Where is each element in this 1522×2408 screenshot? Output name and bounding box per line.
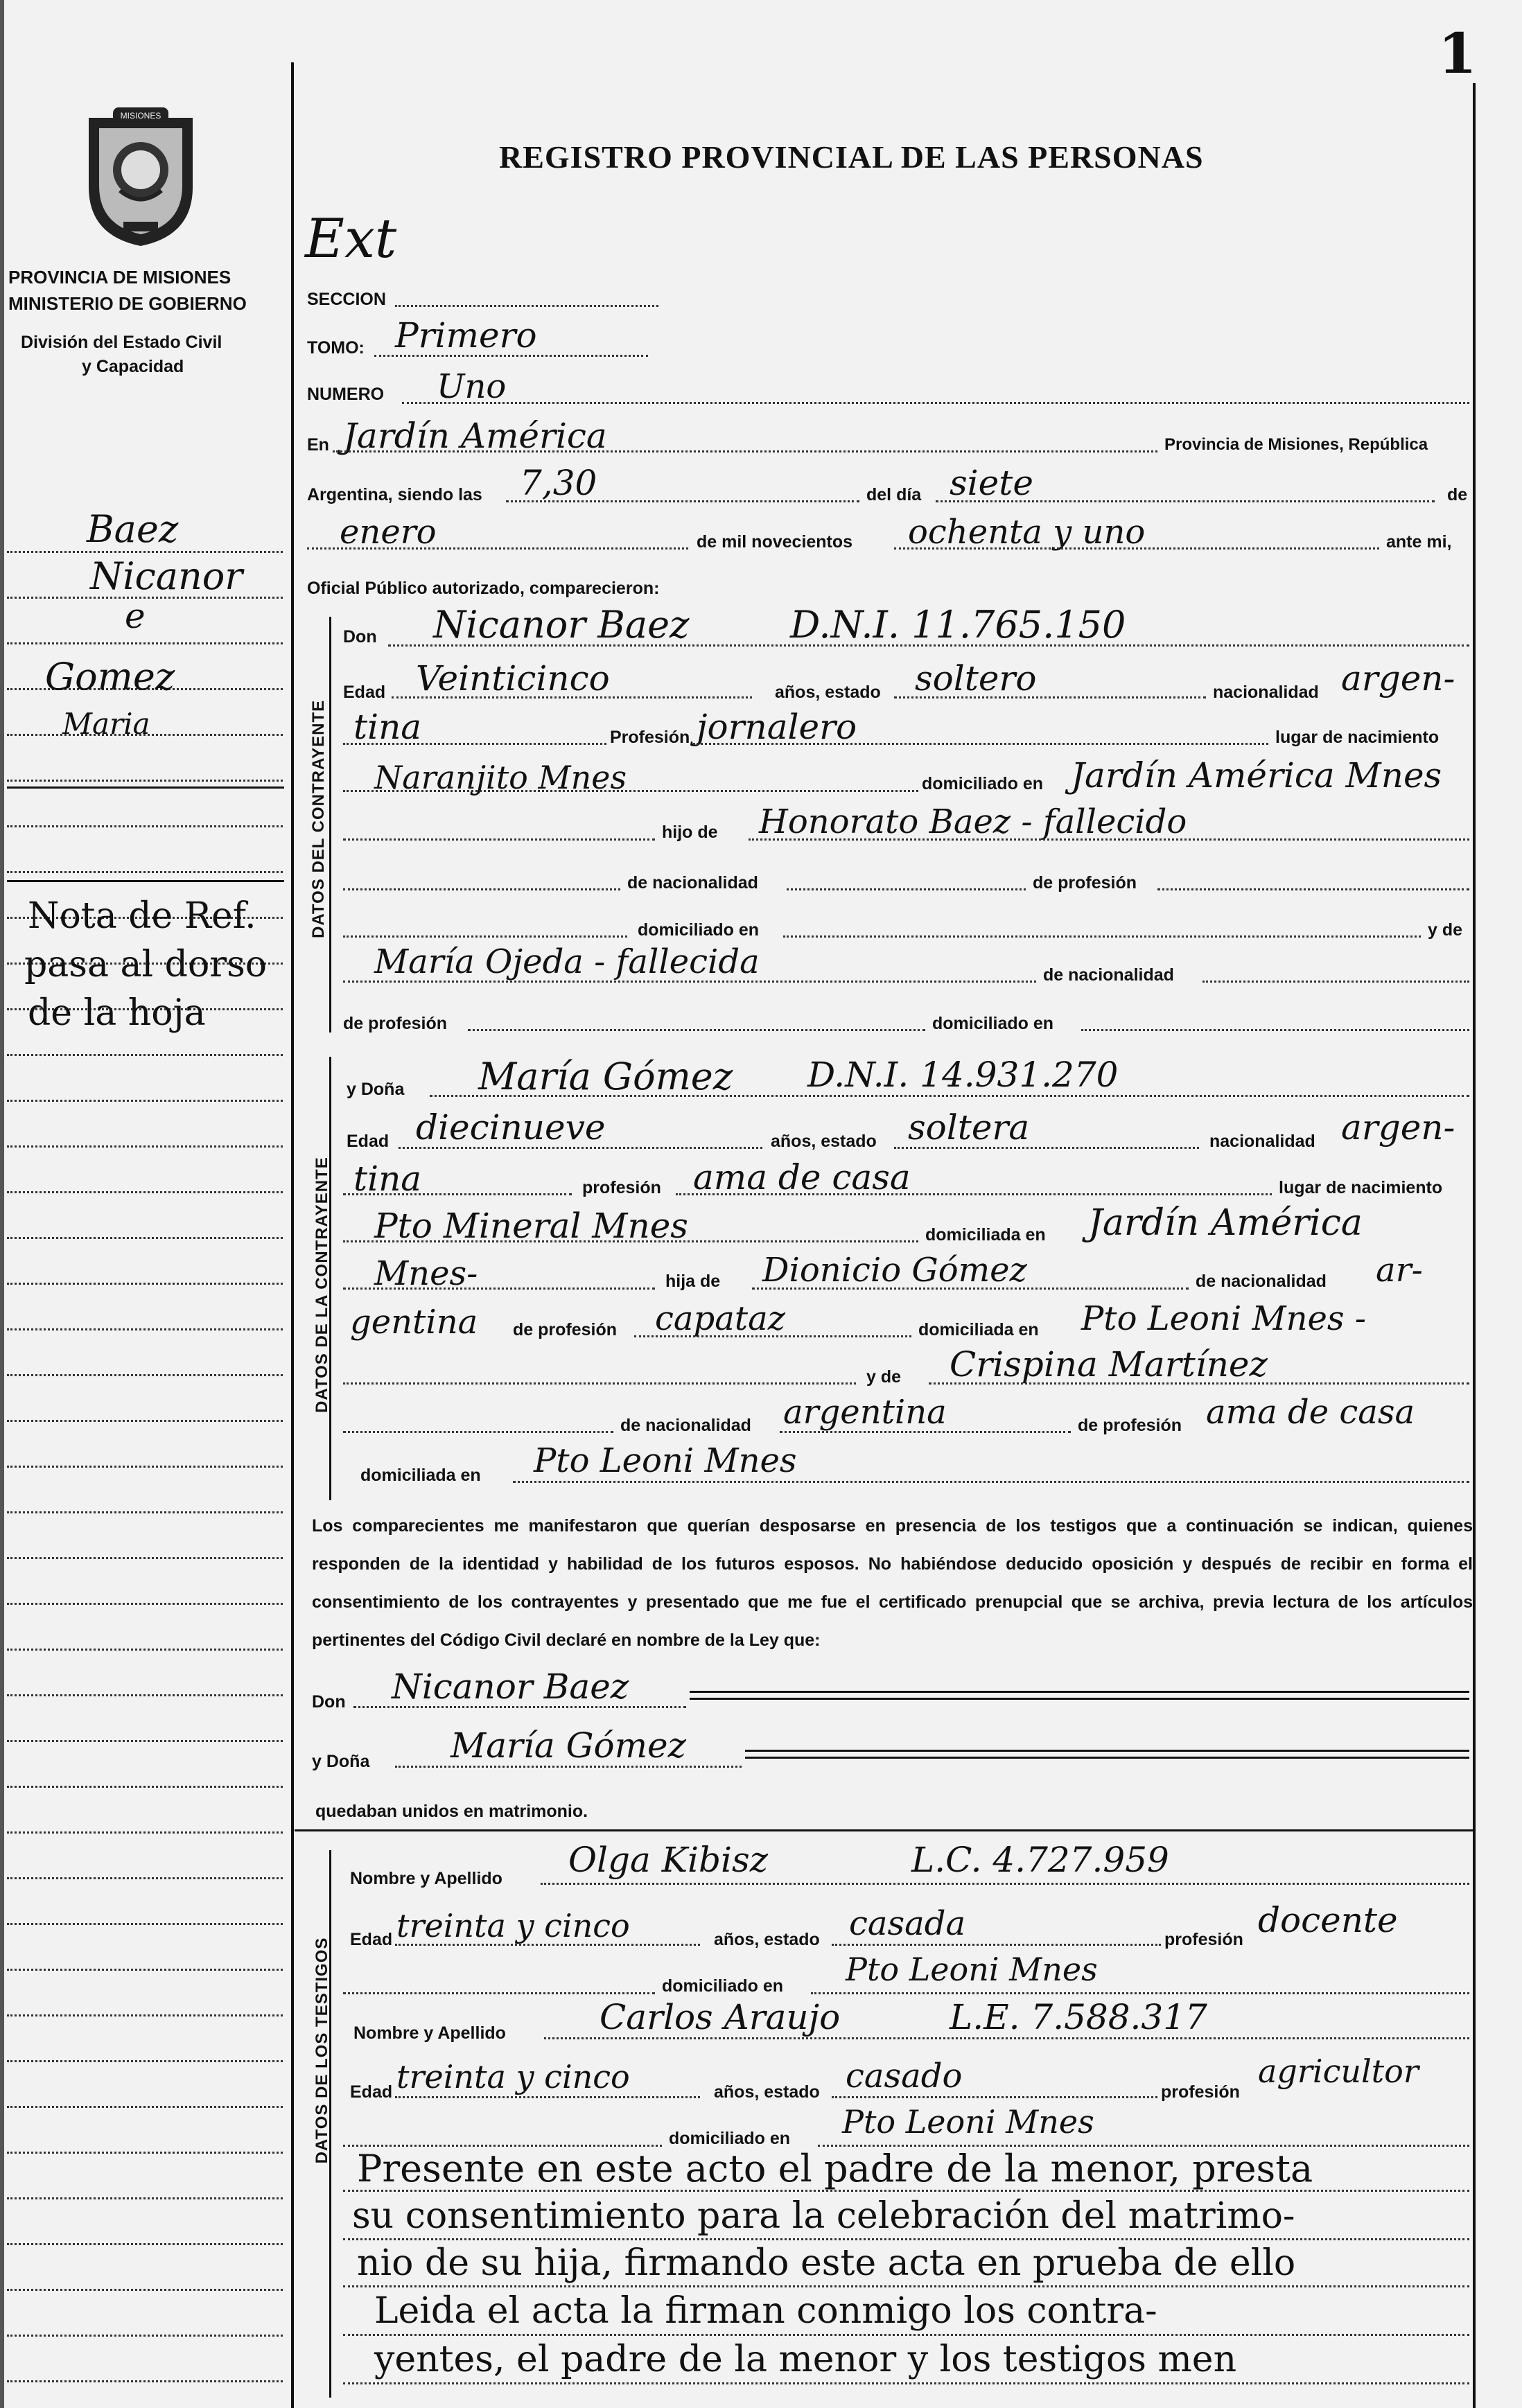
right-margin-rule	[1473, 83, 1476, 2408]
groom-madre-dom-label: domiciliado en	[932, 1014, 1054, 1033]
seccion-value: Ext	[305, 208, 397, 270]
bride-hija-label: hija de	[665, 1272, 721, 1291]
witness1-prof-label: profesión	[1164, 1930, 1243, 1949]
bride-padre-dom: Pto Leoni Mnes -	[1081, 1299, 1367, 1338]
groom-profesion-label: Profesión	[610, 728, 690, 747]
bride-lugar-nac: Pto Mineral Mnes	[374, 1206, 688, 1246]
bride-dni: D.N.I. 14.931.270	[807, 1055, 1119, 1095]
ministry-name: MINISTERIO DE GOBIERNO	[8, 293, 247, 314]
bride-domicilio-a: Jardín América	[1088, 1202, 1363, 1244]
bride-padre-nac-b: gentina	[350, 1303, 478, 1342]
margin-ruled-line	[7, 2197, 283, 2199]
margin-ruled-line	[7, 871, 283, 873]
margin-name-groom: Nicanor	[90, 554, 243, 598]
witness1-doc: L.C. 4.727.959	[911, 1840, 1169, 1880]
closing-note-line-3: nio de su hija, firmando este acta en prueba de ello	[357, 2242, 1296, 2284]
margin-note-line-3: de la hoja	[28, 992, 206, 1034]
bride-madre-nac-label: de nacionalidad	[620, 1416, 751, 1435]
margin-ruled-line	[7, 2152, 283, 2154]
division-line-1: División del Estado Civil	[21, 333, 222, 352]
de-mil-label: de mil novecientos	[697, 532, 853, 552]
margin-surname-bride: Gomez	[45, 655, 175, 698]
groom-madre: María Ojeda - fallecida	[374, 942, 760, 981]
ante-mi-label: ante mi,	[1386, 532, 1452, 552]
witness1-edad: treinta y cinco	[396, 1907, 630, 1944]
groom-padre-nac-label: de nacionalidad	[627, 873, 758, 893]
margin-ruled-line	[7, 1511, 283, 1513]
margin-ruled-line	[7, 1649, 283, 1651]
groom-lugar-nac: Naranjito Mnes	[374, 759, 627, 796]
witness1-nombre-label: Nombre y Apellido	[350, 1869, 502, 1888]
section-label-witnesses: DATOS DE LOS TESTIGOS	[313, 1937, 331, 2164]
closing-note-line-2: su consentimiento para la celebración del matrimo-	[352, 2195, 1295, 2237]
groom-madre-nac-label: de nacionalidad	[1043, 965, 1174, 985]
margin-ruled-line	[7, 1877, 283, 1879]
margin-ruled-line	[7, 1054, 283, 1056]
witness2-dom-label: domiciliado en	[669, 2129, 791, 2148]
de-label-1: de	[1447, 485, 1468, 504]
groom-lugar-label: lugar de nacimiento	[1275, 728, 1440, 747]
bride-dona-label: y Doña	[347, 1080, 405, 1099]
provincial-seal-icon	[82, 104, 200, 249]
witness1-dom-label: domiciliado en	[662, 1976, 784, 1996]
bride-madre: Crispina Martínez	[950, 1344, 1268, 1385]
bride-name: María Gómez	[478, 1055, 733, 1098]
closing-note-line-1: Presente en este acto el padre de la menor, presta	[357, 2147, 1313, 2190]
groom-profesion: jornalero	[697, 707, 857, 747]
margin-ruled-line	[7, 2335, 283, 2337]
margin-ruled-line	[7, 1831, 283, 1834]
bride-domicilio-label: domiciliada en	[925, 1225, 1046, 1245]
witness1-nombre: Olga Kibisz	[568, 1840, 769, 1880]
margin-ruled-line	[7, 1740, 283, 1742]
margin-ruled-line	[7, 1191, 283, 1193]
section-label-bride: DATOS DE LA CONTRAYENTE	[313, 1157, 331, 1413]
witness2-prof-label: profesión	[1161, 2082, 1240, 2102]
margin-divider	[7, 786, 284, 789]
union-don-label: Don	[312, 1692, 346, 1712]
bride-edad: diecinueve	[416, 1107, 606, 1148]
margin-ruled-line	[7, 1969, 283, 1971]
mes-value: enero	[340, 513, 437, 552]
del-dia-label: del día	[866, 485, 922, 504]
margin-ruled-line	[7, 825, 283, 827]
margin-ruled-line	[7, 642, 283, 644]
margin-ruled-line	[7, 1603, 283, 1605]
bride-padre-dom-label: domiciliada en	[918, 1320, 1039, 1339]
margin-ruled-line	[7, 1557, 283, 1559]
tomo-value: Primero	[395, 315, 537, 355]
closing-note-line-5: yentes, el padre de la menor y los testigos men	[374, 2339, 1237, 2380]
margin-ruled-line	[7, 551, 283, 553]
margin-ruled-line	[7, 1100, 283, 1102]
margin-ruled-line	[7, 1145, 283, 1148]
margin-ruled-line	[7, 1328, 283, 1330]
witness2-estado-label: años, estado	[714, 2082, 820, 2102]
bride-madre-prof-label: de profesión	[1078, 1416, 1182, 1435]
witness1-estado-label: años, estado	[714, 1930, 820, 1949]
groom-section-bracket	[329, 617, 331, 1032]
groom-nac-label: nacionalidad	[1213, 683, 1319, 702]
margin-note-line-2: pasa al dorso	[24, 944, 268, 985]
margin-ruled-line	[7, 2106, 283, 2108]
bride-madre-dom: Pto Leoni Mnes	[534, 1441, 797, 1480]
groom-padre: Honorato Baez - fallecido	[759, 802, 1187, 841]
margin-ruled-line	[7, 1420, 283, 1422]
bride-padre-prof-label: de profesión	[513, 1320, 618, 1339]
witness2-edad-label: Edad	[350, 2082, 393, 2102]
bride-padre-nac-label: de nacionalidad	[1196, 1272, 1327, 1291]
witness1-prof: docente	[1258, 1900, 1398, 1940]
witness1-dom: Pto Leoni Mnes	[846, 1951, 1098, 1988]
bride-edad-label: Edad	[347, 1132, 390, 1151]
witness1-edad-label: Edad	[350, 1930, 393, 1949]
declaration-text: Los comparecientes me manifestaron que querían desposarse en presencia de los testigos que a continuación se indican, quienes responden de la identidad y habilidad de los futuros esposos. No habiéndose deducido oposición y después de recibir en forma el consentimiento de los contrayentes y presentado que me fue el certificado prenupcial que se archiva, previa lectura de los artículos pertinentes del Código Civil declaré en nombre de la Ley que:	[312, 1516, 1473, 1650]
groom-name: Nicanor Baez	[433, 603, 690, 647]
argentina-siendo-label: Argentina, siendo las	[307, 485, 482, 504]
page-title: REGISTRO PROVINCIAL DE LAS PERSONAS	[499, 139, 1204, 175]
bride-madre-nac: argentina	[783, 1393, 947, 1432]
bride-y-de-label: y de	[866, 1367, 902, 1387]
tomo-label: TOMO:	[307, 338, 365, 358]
left-edge-shadow	[0, 0, 4, 2408]
groom-hijo-label: hijo de	[662, 823, 718, 842]
margin-ruled-line	[7, 1466, 283, 1468]
lugar-value: Jardín América	[343, 416, 607, 456]
section-label-groom: DATOS DEL CONTRAYENTE	[309, 699, 328, 938]
witness2-nombre-label: Nombre y Apellido	[353, 2023, 506, 2043]
groom-nac-b: tina	[353, 707, 422, 747]
groom-madre-prof-label: de profesión	[343, 1014, 448, 1033]
groom-don-label: Don	[343, 627, 377, 647]
province-name: PROVINCIA DE MISIONES	[8, 267, 231, 288]
groom-estado-label: años, estado	[775, 683, 881, 702]
en-label: En	[307, 435, 329, 455]
numero-label: NUMERO	[307, 385, 385, 404]
svg-text:MISIONES: MISIONES	[120, 111, 161, 121]
margin-ruled-line	[7, 2243, 283, 2245]
left-margin-rule	[291, 62, 294, 2408]
margin-ruled-line	[7, 2380, 283, 2382]
margin-ruled-line	[7, 2060, 283, 2062]
groom-estado: soltero	[915, 658, 1037, 698]
dia-value: siete	[950, 463, 1033, 503]
margin-ruled-line	[7, 1237, 283, 1239]
margin-ruled-line	[7, 2014, 283, 2016]
oficial-label: Oficial Público autorizado, comparecieron:	[307, 579, 660, 598]
witness2-prof: agricultor	[1258, 2053, 1419, 2090]
union-don-name: Nicanor Baez	[392, 1667, 629, 1707]
groom-domicilio-label: domiciliado en	[922, 774, 1044, 793]
margin-ruled-line	[7, 1694, 283, 1696]
witness2-nombre: Carlos Araujo	[600, 1997, 841, 2037]
margin-name-bride: Maria	[62, 707, 150, 741]
bride-padre: Dionicio Gómez	[762, 1251, 1027, 1290]
bride-lugar-label: lugar de nacimiento	[1279, 1178, 1443, 1197]
margin-note-line-1: Nota de Ref.	[28, 895, 256, 937]
quedaban-label: quedaban unidos en matrimonio.	[315, 1802, 588, 1821]
hora-value: 7,30	[520, 463, 597, 503]
groom-domicilio: Jardín América Mnes	[1071, 755, 1442, 796]
margin-ruled-line	[7, 2289, 283, 2291]
margin-ruled-line	[7, 1786, 283, 1788]
page-number: 1	[1438, 21, 1477, 86]
groom-y-de-label: y de	[1428, 920, 1463, 940]
bride-nac-a: argen-	[1341, 1107, 1455, 1148]
bride-profesion-label: profesión	[582, 1178, 661, 1197]
groom-padre-dom-label: domiciliado en	[638, 920, 760, 940]
numero-value: Uno	[437, 367, 507, 406]
groom-padre-prof-label: de profesión	[1033, 873, 1137, 893]
bride-madre-prof: ama de casa	[1206, 1393, 1415, 1432]
bride-padre-prof: capataz	[655, 1299, 786, 1338]
bride-madre-dom-label: domiciliada en	[360, 1466, 481, 1485]
provincia-republica-label: Provincia de Misiones, República	[1164, 435, 1428, 454]
closing-note-line-4: Leida el acta la firman conmigo los contra-	[374, 2290, 1157, 2332]
union-dona-name: María Gómez	[451, 1725, 686, 1766]
bride-estado-label: años, estado	[771, 1132, 877, 1151]
margin-surname-groom: Baez	[87, 507, 179, 551]
groom-edad: Veinticinco	[416, 658, 610, 698]
margin-ruled-line	[7, 1374, 283, 1376]
margin-ruled-line	[7, 1923, 283, 1925]
witness2-dom: Pto Leoni Mnes	[842, 2103, 1094, 2141]
witness2-edad: treinta y cinco	[396, 2058, 630, 2095]
bride-domicilio-b: Mnes-	[374, 1254, 478, 1293]
witness2-doc: L.E. 7.588.317	[950, 1997, 1207, 2037]
ano-value: ochenta y uno	[908, 513, 1146, 552]
bride-nac-label: nacionalidad	[1209, 1132, 1315, 1151]
groom-nac-a: argen-	[1341, 658, 1455, 698]
division-line-2: y Capacidad	[82, 357, 184, 376]
seccion-label: SECCION	[307, 290, 386, 309]
margin-ruled-line	[7, 780, 283, 782]
witness1-estado: casada	[849, 1904, 966, 1943]
margin-conjunction: e	[125, 596, 146, 636]
margin-ruled-line	[7, 1283, 283, 1285]
bride-padre-nac-a: ar-	[1376, 1251, 1423, 1290]
groom-dni: D.N.I. 11.765.150	[790, 603, 1126, 647]
bride-nac-b: tina	[353, 1159, 422, 1199]
union-dona-label: y Doña	[312, 1752, 370, 1771]
groom-edad-label: Edad	[343, 683, 386, 702]
bride-estado: soltera	[908, 1107, 1030, 1148]
margin-divider-2	[7, 880, 284, 882]
bride-profesion: ama de casa	[693, 1157, 911, 1197]
witness2-estado: casado	[846, 2057, 963, 2095]
